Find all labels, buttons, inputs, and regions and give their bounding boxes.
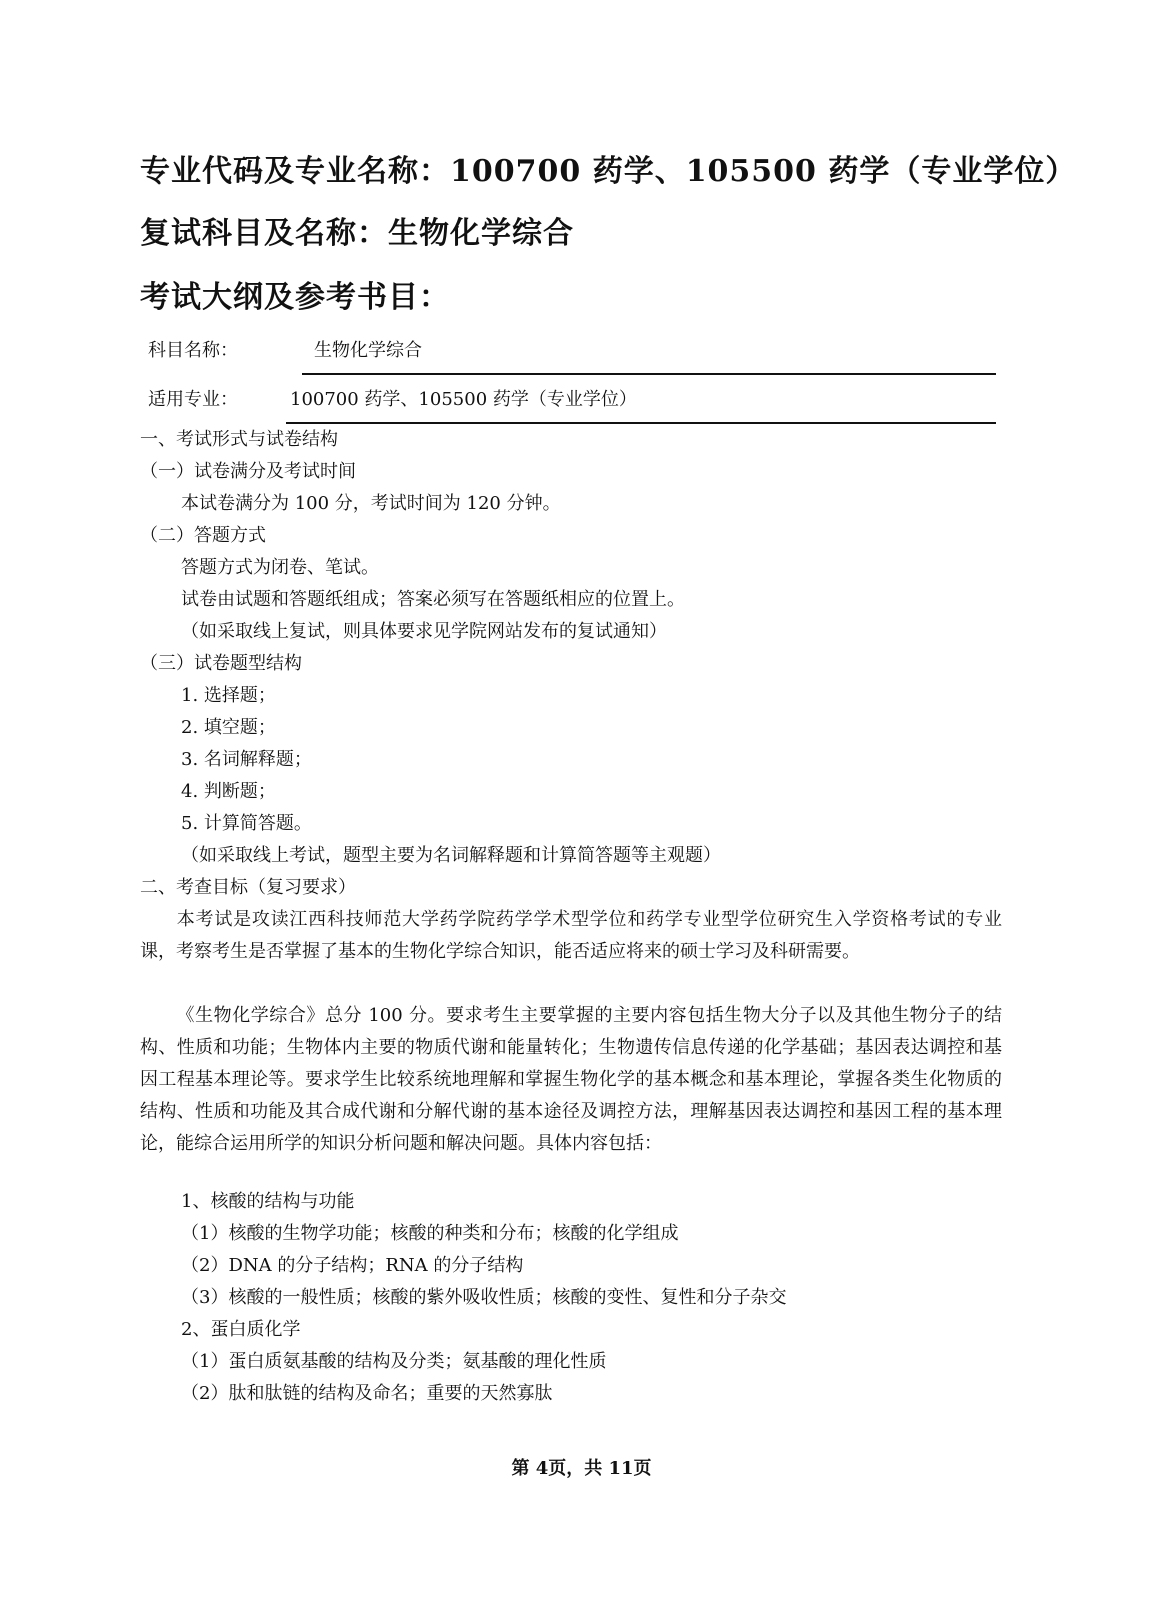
subject-name-value: 生物化学综合	[314, 340, 422, 361]
question-type-item: 4. 判断题；	[181, 781, 276, 802]
syllabus-heading: 考试大纲及参考书目：	[140, 280, 450, 315]
topic-1-item: （2）DNA 的分子结构；RNA 的分子结构	[181, 1255, 524, 1276]
topic-2-item: （2）肽和肽链的结构及命名；重要的天然寡肽	[181, 1383, 553, 1404]
question-type-item: 5. 计算简答题。	[181, 813, 312, 834]
subject-name-label: 科目名称：	[148, 340, 238, 361]
online-exam-note: （如采取线上考试，题型主要为名词解释题和计算简答题等主观题）	[181, 845, 721, 866]
section2-paragraph-1	[140, 904, 1002, 968]
question-type-item: 1. 选择题；	[181, 685, 276, 706]
question-type-item: 2. 填空题；	[181, 717, 276, 738]
section1-sub1-text: 本试卷满分为 100 分，考试时间为 120 分钟。	[181, 493, 561, 514]
section1-sub1-title: （一）试卷满分及考试时间	[140, 461, 356, 482]
section2-paragraph-1-text: 本考试是攻读江西科技师范大学药学院药学学术型学位和药学专业型学位研究生入学资格考试的专业课，考察考生是否掌握了基本的生物化学综合知识，能否适应将来的硕士学习及科研需要。	[140, 909, 1002, 962]
subject-name-underline	[302, 373, 996, 375]
topic-2-item: （1）蛋白质氨基酸的结构及分类；氨基酸的理化性质	[181, 1351, 607, 1372]
section1-sub2-line: （如采取线上复试，则具体要求见学院网站发布的复试通知）	[181, 621, 667, 642]
major-value: 100700 药学、105500 药学（专业学位）	[290, 389, 637, 410]
major-heading: 专业代码及专业名称：100700 药学、105500 药学（专业学位）	[140, 154, 1077, 189]
section1-sub2-line: 试卷由试题和答题纸组成；答案必须写在答题纸相应的位置上。	[181, 589, 685, 610]
topic-1-item: （1）核酸的生物学功能；核酸的种类和分布；核酸的化学组成	[181, 1223, 679, 1244]
section1-sub2-line: 答题方式为闭卷、笔试。	[181, 557, 379, 578]
major-label: 适用专业：	[148, 389, 238, 410]
section2-paragraph-2	[140, 1000, 1002, 1160]
section1-sub3-title: （三）试卷题型结构	[140, 653, 302, 674]
topic-1-item: （3）核酸的一般性质；核酸的紫外吸收性质；核酸的变性、复性和分子杂交	[181, 1287, 787, 1308]
question-type-item: 3. 名词解释题；	[181, 749, 312, 770]
major-underline	[286, 422, 996, 424]
section2-title: 二、考查目标（复习要求）	[140, 877, 356, 898]
subject-heading: 复试科目及名称：生物化学综合	[140, 216, 574, 251]
section2-paragraph-2-text: 《生物化学综合》总分 100 分。要求考生主要掌握的主要内容包括生物大分子以及其他生物分子的结构、性质和功能；生物体内主要的物质代谢和能量转化；生物遗传信息传递的化学基础；基因表达调控和基因工程基本理论等。要求学生比较系统地理解和掌握生物化学的基本概念和基本理论，掌握各类生化物质的结构、性质和功能及其合成代谢和分解代谢的基本途径及调控方法，理解基因表达调控和基因工程的基本理论，能综合运用所学的知识分析问题和解决问题。具体内容包括：	[140, 1005, 1002, 1154]
page-footer: 第 4页，共 11页	[511, 1458, 652, 1479]
topic-2-title: 2、蛋白质化学	[181, 1319, 301, 1340]
section1-title: 一、考试形式与试卷结构	[140, 429, 338, 450]
topic-1-title: 1、核酸的结构与功能	[181, 1191, 355, 1212]
section1-sub2-title: （二）答题方式	[140, 525, 266, 546]
